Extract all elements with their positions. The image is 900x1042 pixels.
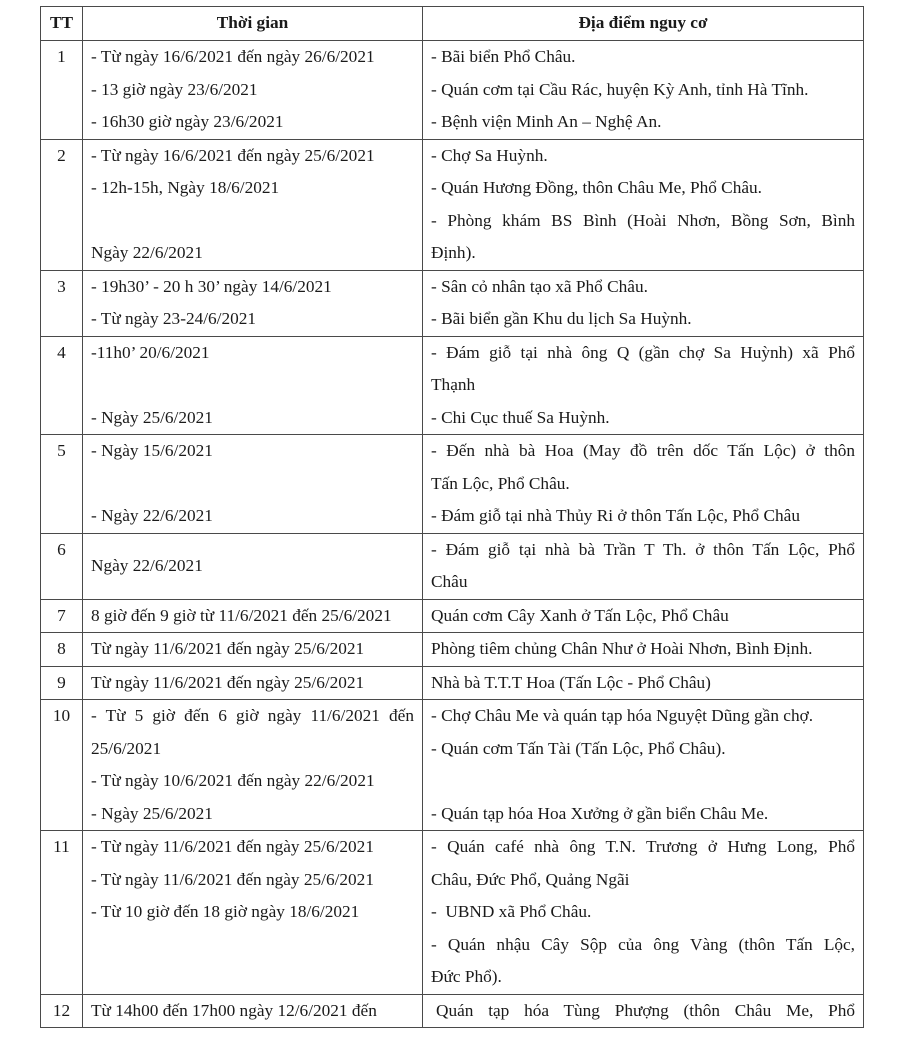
place-line: Định). bbox=[431, 243, 476, 262]
place-line: - Đám giỗ tại nhà Thủy Ri ở thôn Tấn Lộc, Phổ Châu bbox=[431, 506, 800, 525]
time-cell bbox=[83, 533, 423, 599]
time-line: - Ngày 25/6/2021 bbox=[91, 803, 213, 823]
place-line: Tấn Lộc, Phổ Châu. bbox=[431, 473, 570, 493]
time-cell bbox=[83, 435, 423, 534]
time-line: - 13 giờ ngày 23/6/2021 bbox=[91, 79, 258, 99]
time-line: - Từ ngày 11/6/2021 đến ngày 25/6/2021 bbox=[91, 869, 374, 889]
time-line: Từ ngày 11/6/2021 đến ngày 25/6/2021 bbox=[91, 639, 365, 658]
place-line: - Bãi biển Phổ Châu. bbox=[431, 47, 576, 66]
time-line: - 19h30’ - 20 h 30’ ngày 14/6/2021 bbox=[91, 276, 332, 296]
place-cell bbox=[423, 633, 864, 667]
row-number: 2 bbox=[41, 139, 83, 270]
place-cell bbox=[423, 270, 864, 336]
row-number: 11 bbox=[41, 831, 83, 995]
place-cell bbox=[423, 994, 864, 1028]
table-row bbox=[41, 666, 864, 700]
place-line: - UBND xã Phổ Châu. bbox=[431, 902, 592, 921]
table-row bbox=[41, 533, 864, 599]
place-line: - Bãi biển gần Khu du lịch Sa Huỳnh. bbox=[431, 309, 692, 328]
header-tt: TT bbox=[41, 7, 83, 41]
table-row bbox=[41, 139, 864, 270]
row-number: 12 bbox=[41, 994, 83, 1028]
time-line: - Từ ngày 16/6/2021 đến ngày 25/6/2021 bbox=[91, 145, 375, 165]
time-cell bbox=[83, 994, 423, 1028]
table-row bbox=[41, 41, 864, 140]
place-cell bbox=[423, 336, 864, 435]
place-line: - Chợ Sa Huỳnh. bbox=[431, 145, 548, 165]
table-row bbox=[41, 831, 864, 995]
table-row bbox=[41, 633, 864, 667]
place-cell bbox=[423, 533, 864, 599]
time-cell bbox=[83, 270, 423, 336]
place-line: - Phòng khám BS Bình (Hoài Nhơn, Bồng Sơn, Bình bbox=[431, 210, 855, 230]
place-cell bbox=[423, 831, 864, 995]
time-cell bbox=[83, 139, 423, 270]
place-line: - Quán tạp hóa Hoa Xưởng ở gần biển Châu Me. bbox=[431, 803, 769, 823]
place-cell bbox=[423, 41, 864, 140]
time-line: - Từ ngày 11/6/2021 đến ngày 25/6/2021 bbox=[91, 837, 374, 856]
place-line: Nhà bà T.T.T Hoa (Tấn Lộc - Phổ Châu) bbox=[431, 672, 711, 692]
place-cell bbox=[423, 666, 864, 700]
place-line: Phòng tiêm chủng Chân Như ở Hoài Nhơn, Bình Định. bbox=[431, 639, 813, 658]
time-cell bbox=[83, 41, 423, 140]
time-line: - Từ 10 giờ đến 18 giờ ngày 18/6/2021 bbox=[91, 902, 360, 921]
header-time: Thời gian bbox=[83, 7, 423, 41]
table-row bbox=[41, 336, 864, 435]
place-line: Châu bbox=[431, 572, 468, 591]
table-row bbox=[41, 994, 864, 1028]
row-number: 5 bbox=[41, 435, 83, 534]
place-line: - Chi Cục thuế Sa Huỳnh. bbox=[431, 407, 610, 427]
risk-locations-table bbox=[40, 6, 864, 1028]
place-line: Thạnh bbox=[431, 375, 476, 394]
time-line: - 12h-15h, Ngày 18/6/2021 bbox=[91, 178, 280, 197]
table-header-row bbox=[41, 7, 864, 41]
time-line: - 16h30 giờ ngày 23/6/2021 bbox=[91, 112, 284, 131]
place-line: Đức Phổ). bbox=[431, 967, 502, 986]
time-line: - Ngày 15/6/2021 bbox=[91, 441, 213, 460]
place-cell bbox=[423, 599, 864, 633]
blank-line bbox=[91, 369, 414, 402]
time-line: -11h0’ 20/6/2021 bbox=[91, 342, 210, 362]
time-cell bbox=[83, 336, 423, 435]
time-line: Từ 14h00 đến 17h00 ngày 12/6/2021 đến bbox=[91, 1000, 377, 1020]
table-row bbox=[41, 700, 864, 831]
place-line: - Quán cơm Tấn Tài (Tấn Lộc, Phổ Châu). bbox=[431, 738, 726, 758]
time-line: - Từ ngày 16/6/2021 đến ngày 26/6/2021 bbox=[91, 47, 375, 66]
time-line: Ngày 22/6/2021 bbox=[91, 243, 203, 262]
place-line: - Bệnh viện Minh An – Nghệ An. bbox=[431, 112, 662, 131]
table-row bbox=[41, 599, 864, 633]
time-line: 25/6/2021 bbox=[91, 738, 162, 758]
place-line: Quán tạp hóa Tùng Phượng (thôn Châu Me, Phổ bbox=[436, 1000, 855, 1020]
time-line: - Từ ngày 10/6/2021 đến ngày 22/6/2021 bbox=[91, 771, 375, 790]
table-row bbox=[41, 435, 864, 534]
row-number: 10 bbox=[41, 700, 83, 831]
place-line: - Quán Hương Đồng, thôn Châu Me, Phổ Châu. bbox=[431, 178, 762, 197]
place-line: - Đám giỗ tại nhà ông Q (gần chợ Sa Huỳnh) xã Phổ bbox=[431, 342, 855, 362]
time-line: - Từ ngày 23-24/6/2021 bbox=[91, 309, 257, 328]
time-cell bbox=[83, 599, 423, 633]
time-line: - Từ 5 giờ đến 6 giờ ngày 11/6/2021 đến bbox=[91, 706, 414, 725]
row-number: 9 bbox=[41, 666, 83, 700]
place-cell bbox=[423, 435, 864, 534]
place-line: - Quán café nhà ông T.N. Trương ở Hưng Long, Phổ bbox=[431, 837, 855, 856]
blank-line bbox=[431, 765, 855, 798]
time-cell bbox=[83, 831, 423, 995]
place-cell bbox=[423, 139, 864, 270]
time-cell bbox=[83, 666, 423, 700]
place-line: - Đến nhà bà Hoa (May đồ trên dốc Tấn Lộc) ở thôn bbox=[431, 441, 855, 460]
place-line: - Sân cỏ nhân tạo xã Phổ Châu. bbox=[431, 276, 648, 296]
time-line: Ngày 22/6/2021 bbox=[91, 555, 203, 575]
place-line: - Quán nhậu Cây Sộp của ông Vàng (thôn Tấn Lộc, bbox=[431, 934, 855, 954]
row-number: 6 bbox=[41, 533, 83, 599]
blank-line bbox=[91, 205, 414, 238]
place-cell bbox=[423, 700, 864, 831]
time-line: - Ngày 22/6/2021 bbox=[91, 506, 213, 525]
table-row bbox=[41, 270, 864, 336]
row-number: 1 bbox=[41, 41, 83, 140]
place-line: - Quán cơm tại Cầu Rác, huyện Kỳ Anh, tỉnh Hà Tĩnh. bbox=[431, 79, 809, 99]
time-line: Từ ngày 11/6/2021 đến ngày 25/6/2021 bbox=[91, 672, 365, 692]
time-line: 8 giờ đến 9 giờ từ 11/6/2021 đến 25/6/2021 bbox=[91, 605, 392, 625]
place-line: Châu, Đức Phổ, Quảng Ngãi bbox=[431, 869, 630, 889]
place-line: Quán cơm Cây Xanh ở Tấn Lộc, Phổ Châu bbox=[431, 605, 729, 625]
row-number: 8 bbox=[41, 633, 83, 667]
row-number: 7 bbox=[41, 599, 83, 633]
blank-line bbox=[91, 468, 414, 501]
time-line: - Ngày 25/6/2021 bbox=[91, 407, 213, 427]
place-line: - Đám giỗ tại nhà bà Trần T Th. ở thôn Tấn Lộc, Phổ bbox=[431, 539, 855, 559]
row-number: 3 bbox=[41, 270, 83, 336]
place-line: - Chợ Châu Me và quán tạp hóa Nguyệt Dũng gần chợ. bbox=[431, 706, 814, 725]
time-cell bbox=[83, 700, 423, 831]
header-place: Địa điểm nguy cơ bbox=[423, 7, 864, 41]
time-cell bbox=[83, 633, 423, 667]
row-number: 4 bbox=[41, 336, 83, 435]
